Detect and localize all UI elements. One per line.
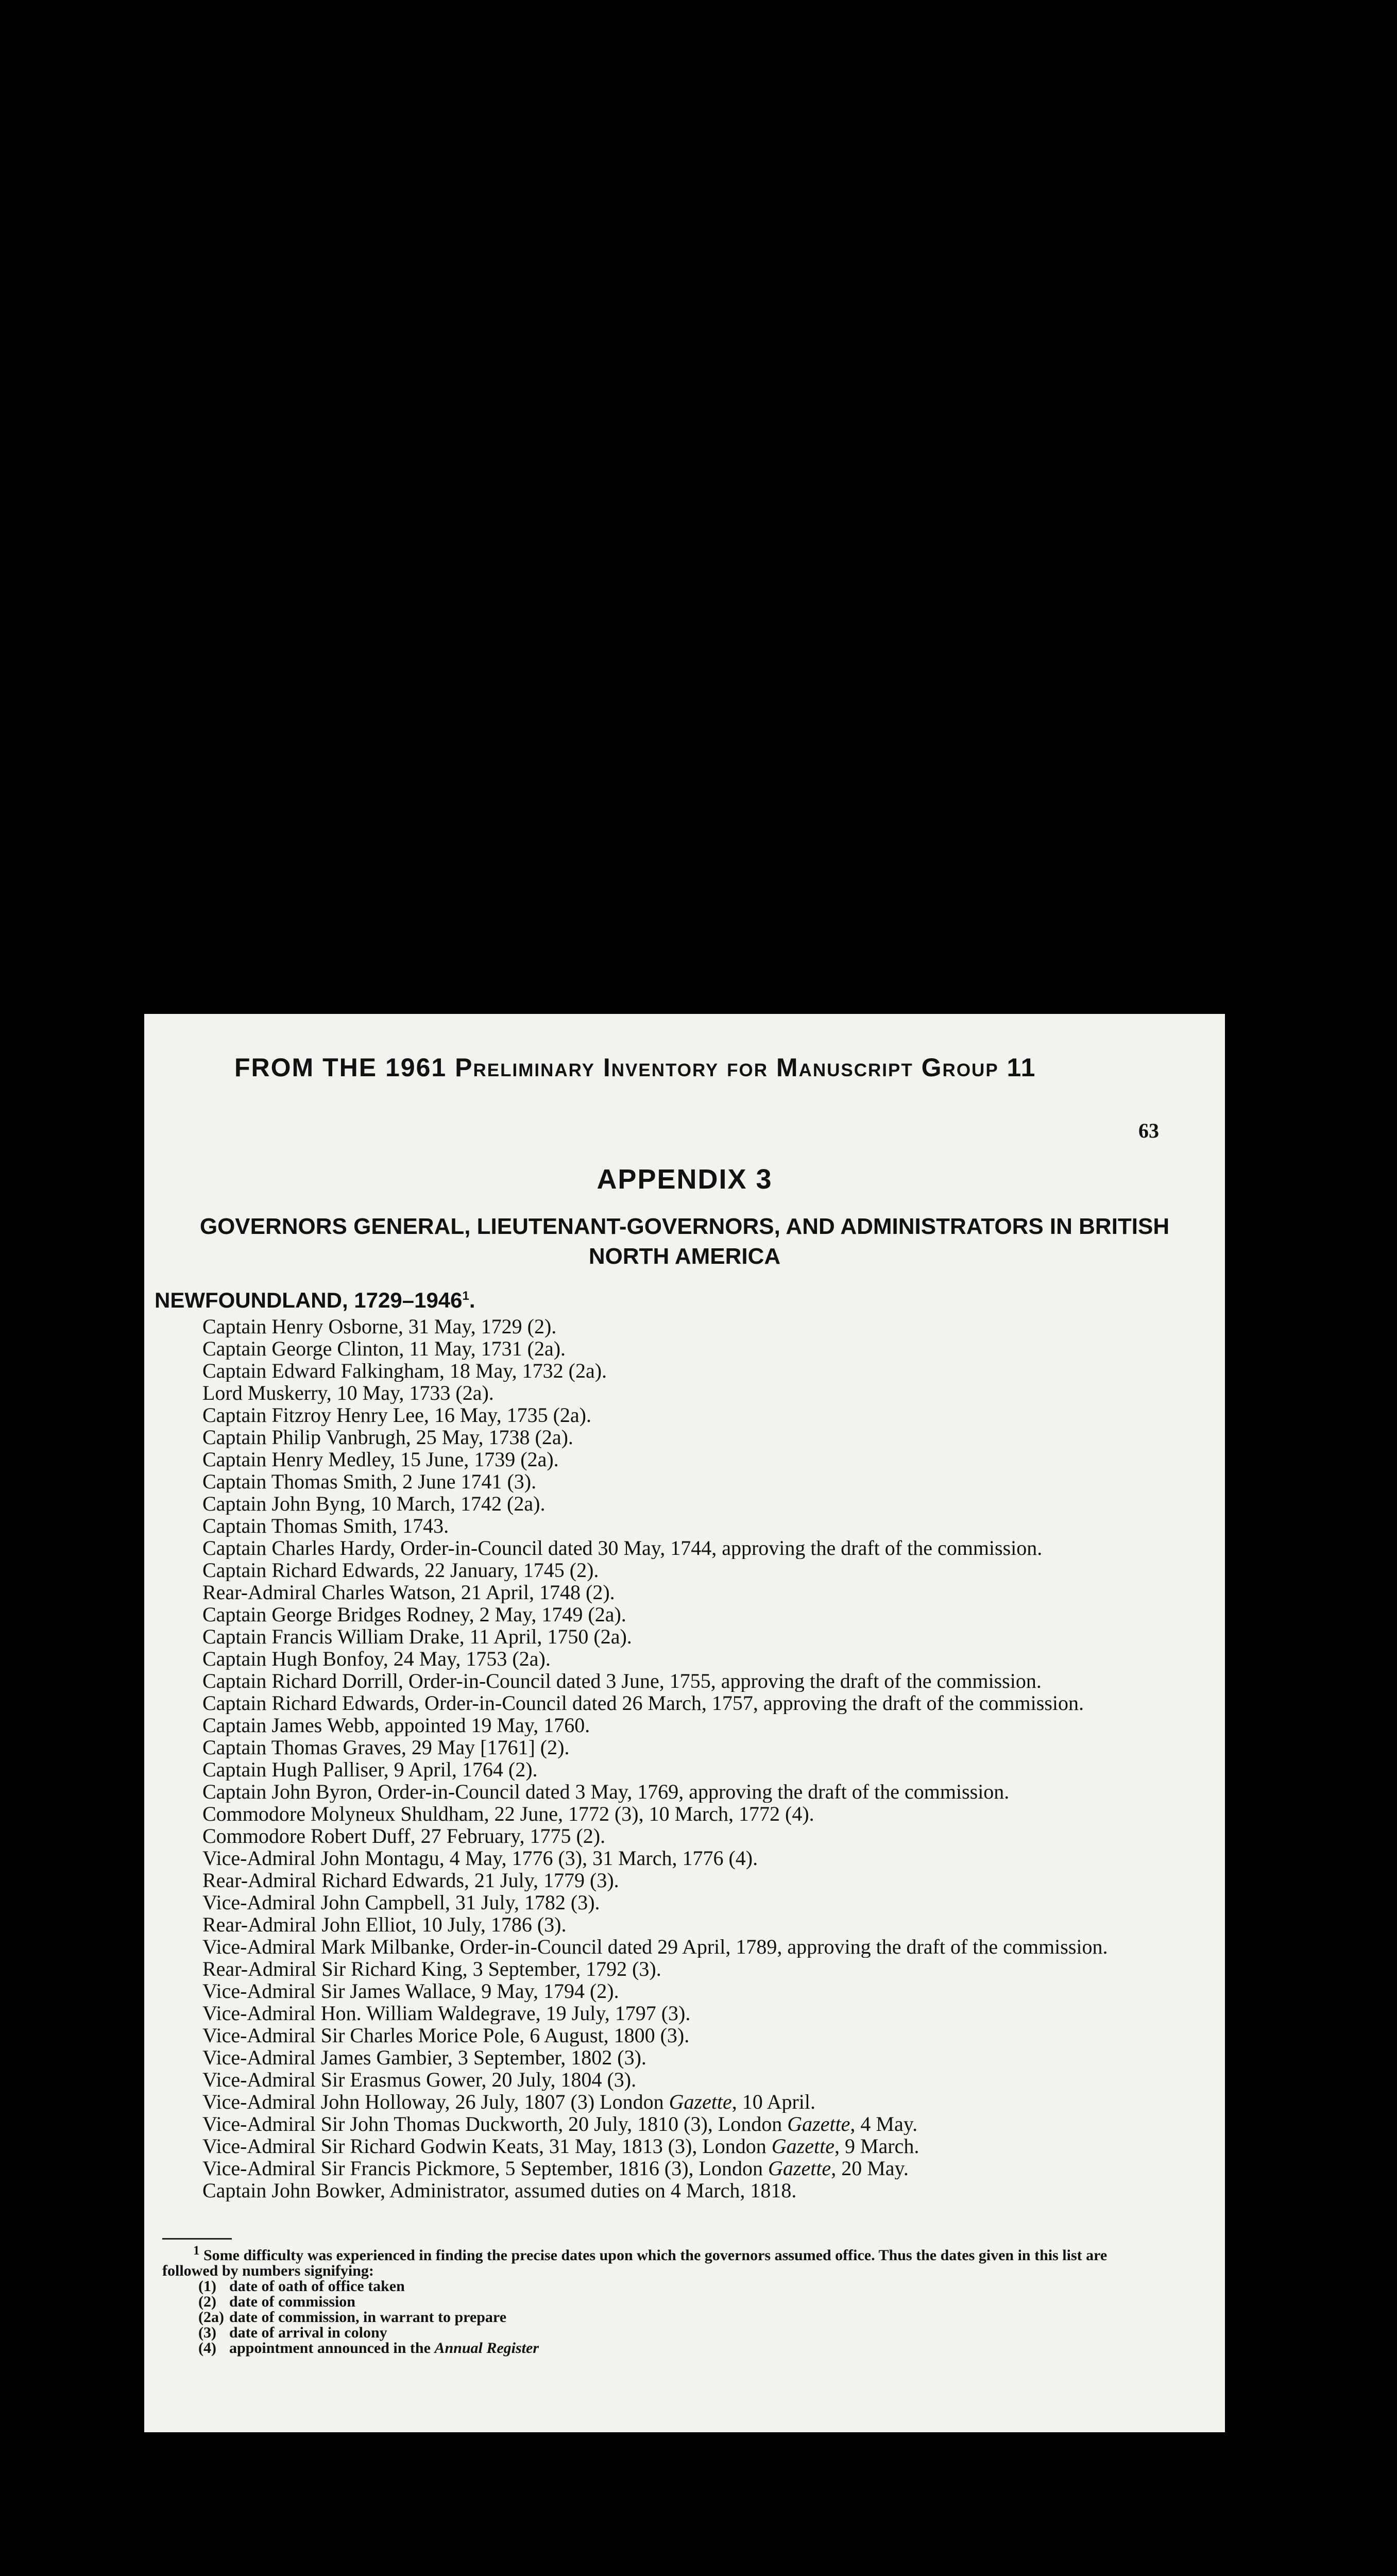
footnote-text: Some difficulty was experienced in finding the precise dates upon which the governors assumed office. Thus the dates given in this list are followed by numbers signifying: [162,2247,1108,2279]
list-item: Captain Richard Edwards, Order-in-Council dated 26 March, 1757, approving the draft of the commission. [202,1692,1084,1714]
list-item: Captain Richard Dorrill, Order-in-Council dated 3 June, 1755, approving the draft of the commission. [202,1670,1042,1692]
list-item: Captain Henry Osborne, 31 May, 1729 (2). [202,1315,557,1337]
appendix-title: APPENDIX 3 [597,1164,773,1195]
list-item: Rear-Admiral John Elliot, 10 July, 1786 (3). [202,1913,567,1936]
list-item: Vice-Admiral Sir Charles Morice Pole, 6 August, 1800 (3). [202,2024,690,2046]
list-item: Commodore Molyneux Shuldham, 22 June, 1772 (3), 10 March, 1772 (4). [202,1803,814,1825]
list-item: Captain George Clinton, 11 May, 1731 (2a). [202,1337,566,1360]
appendix-subtitle: GOVERNORS GENERAL, LIEUTENANT-GOVERNORS, AND ADMINISTRATORS IN BRITISH NORTH AMERICA [199,1214,1170,1269]
list-item: Captain Philip Vanbrugh, 25 May, 1738 (2a). [202,1426,573,1448]
list-item: Captain Richard Edwards, 22 January, 1745 (2). [202,1559,599,1581]
list-item: Captain James Webb, appointed 19 May, 1760. [202,1714,590,1736]
list-item: Captain John Byng, 10 March, 1742 (2a). [202,1493,546,1515]
governor-list [202,1315,1117,2201]
list-item: Captain John Bowker, Administrator, assumed duties on 4 March, 1818. [202,2179,797,2201]
footnote-intro [162,2243,1167,2279]
header-title: Preliminary Inventory for Manuscript Group 11 [455,1053,1036,1082]
list-item: Captain Henry Medley, 15 June, 1739 (2a). [202,1448,559,1470]
list-item: Vice-Admiral Sir Francis Pickmore, 5 September, 1816 (3), London Gazette, 20 May. [202,2157,909,2179]
list-item: Captain John Byron, Order-in-Council dated 3 May, 1769, approving the draft of the commission. [202,1781,1010,1803]
footnote-item: (4) appointment announced in the Annual Register [198,2340,539,2357]
list-item: Vice-Admiral Sir James Wallace, 9 May, 1794 (2). [202,1980,619,2002]
list-item: Vice-Admiral James Gambier, 3 September, 1802 (3). [202,2046,646,2069]
page-header [234,1053,1036,1082]
list-item: Rear-Admiral Charles Watson, 21 April, 1748 (2). [202,1581,615,1603]
section-title: NEWFOUNDLAND, 1729–1946 [155,1288,463,1312]
list-item: Rear-Admiral Richard Edwards, 21 July, 1779 (3). [202,1869,619,1891]
list-item: Vice-Admiral Sir Erasmus Gower, 20 July, 1804 (3). [202,2069,637,2091]
list-item: Lord Muskerry, 10 May, 1733 (2a). [202,1382,494,1404]
section-footnote-mark: 1 [462,1289,469,1303]
section-heading [155,1288,475,1313]
list-item: Vice-Admiral Sir Richard Godwin Keats, 31 May, 1813 (3), London Gazette, 9 March. [202,2135,919,2157]
list-item: Vice-Admiral Hon. William Waldegrave, 19 July, 1797 (3). [202,2002,691,2024]
list-item: Captain Edward Falkingham, 18 May, 1732 (2a). [202,1360,607,1382]
list-item: Commodore Robert Duff, 27 February, 1775 (2). [202,1825,606,1847]
footnote [162,2243,1167,2356]
list-item: Captain Francis William Drake, 11 April, 1750 (2a). [202,1625,632,1648]
footnote-item: (1) date of oath of office taken [198,2278,405,2295]
list-item: Captain Charles Hardy, Order-in-Council dated 30 May, 1744, approving the draft of the commission. [202,1537,1043,1559]
list-item: Captain Hugh Palliser, 9 April, 1764 (2). [202,1758,538,1781]
list-item: Vice-Admiral John Campbell, 31 July, 1782 (3). [202,1891,600,1913]
list-item: Captain Thomas Graves, 29 May [1761] (2). [202,1736,570,1758]
footnote-item: (2) date of commission [198,2293,355,2310]
footnote-item: (3) date of arrival in colony [198,2324,387,2341]
document-page [144,1014,1225,2432]
list-item: Captain Hugh Bonfoy, 24 May, 1753 (2a). [202,1648,551,1670]
list-item: Captain Fitzroy Henry Lee, 16 May, 1735 (2a). [202,1404,591,1426]
footnote-mark: 1 [193,2244,200,2258]
list-item: Vice-Admiral Sir John Thomas Duckworth, 20 July, 1810 (3), London Gazette, 4 May. [202,2113,918,2135]
footnote-rule [162,2238,232,2240]
list-item: Vice-Admiral John Montagu, 4 May, 1776 (3), 31 March, 1776 (4). [202,1847,758,1869]
footnote-legend [162,2279,1167,2356]
list-item: Vice-Admiral John Holloway, 26 July, 1807 (3) London Gazette, 10 April. [202,2091,816,2113]
list-item: Vice-Admiral Mark Milbanke, Order-in-Council dated 29 April, 1789, approving the draft of the commission. [202,1936,1108,1958]
list-item: Rear-Admiral Sir Richard King, 3 September, 1792 (3). [202,1958,661,1980]
header-prefix: FROM THE 1961 [234,1053,447,1082]
list-item: Captain Thomas Smith, 2 June 1741 (3). [202,1470,537,1493]
list-item: Captain Thomas Smith, 1743. [202,1515,449,1537]
page-number: 63 [1138,1119,1159,1142]
footnote-item: (2a) date of commission, in warrant to prepare [198,2309,507,2326]
section-suffix: . [469,1288,475,1312]
list-item: Captain George Bridges Rodney, 2 May, 1749 (2a). [202,1603,626,1625]
